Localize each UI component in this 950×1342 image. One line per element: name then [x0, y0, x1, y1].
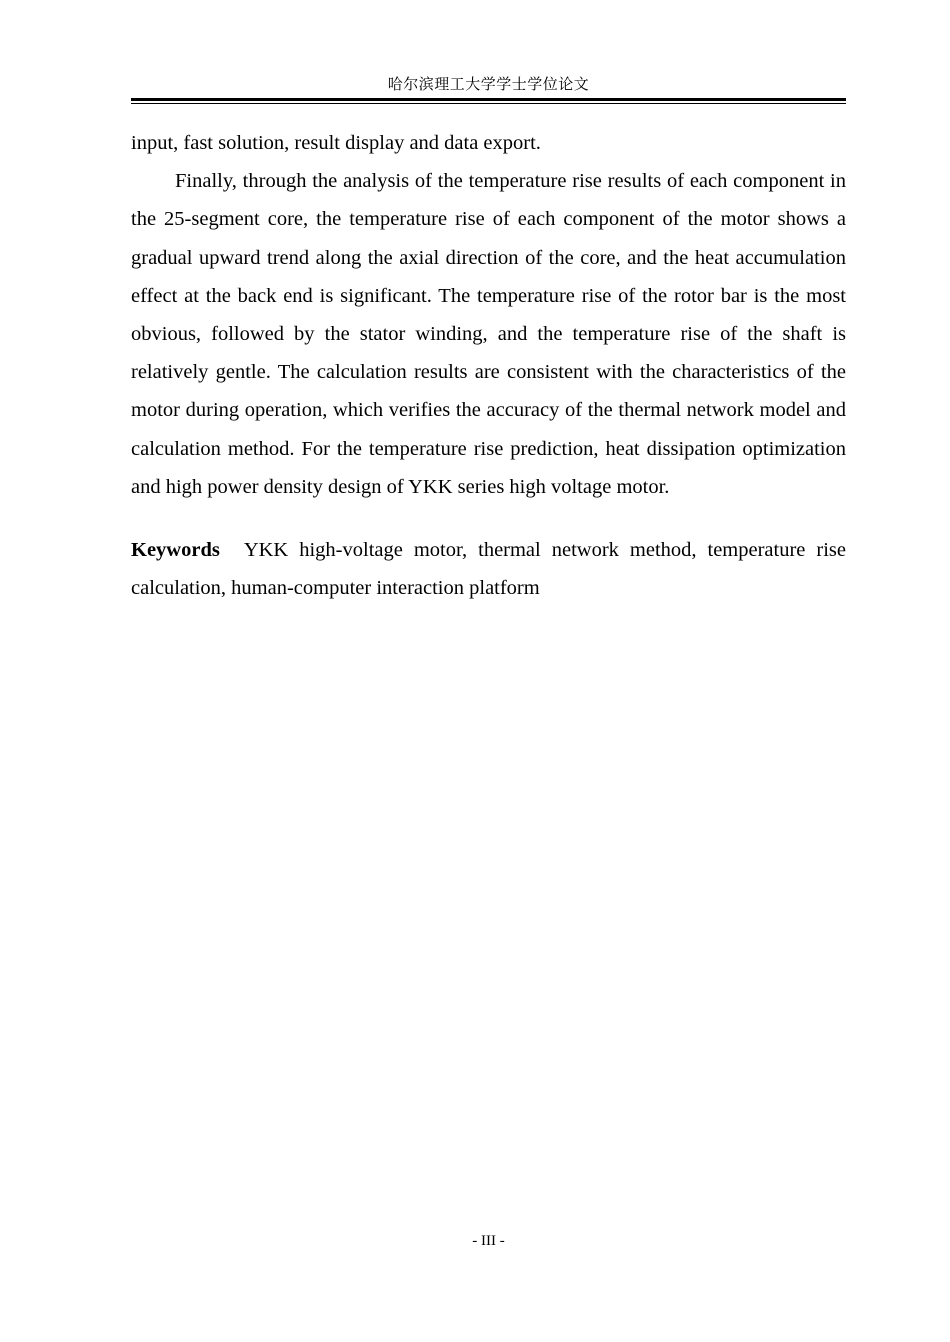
- abstract-body: [131, 124, 846, 607]
- header-rule-thin: [131, 103, 846, 104]
- paragraph-conclusion: Finally, through the analysis of the temperature rise results of each component in the 25-segment core, the temperature rise of each component of the motor shows a gradual upward trend along the axial direction of the core, and the heat accumulation effect at the back end is significant. The temperature rise of the rotor bar is the most obvious, followed by the stator winding, and the temperature rise of the shaft is relatively gentle. The calculation results are consistent with the characteristics of the motor during operation, which verifies the accuracy of the thermal network model and calculation method. For the temperature rise prediction, heat dissipation optimization and high power density design of YKK series high voltage motor.: [131, 170, 846, 498]
- keywords-text: YKK high-voltage motor, thermal network method, temperature rise calculation, human-computer interaction platform: [131, 539, 846, 600]
- page-number: - III -: [472, 1233, 505, 1249]
- keywords-label: Keywords: [131, 539, 220, 562]
- keywords-line: [131, 531, 846, 607]
- header-rule-thick: [131, 98, 846, 101]
- page-header: 哈尔滨理工大学学士学位论文: [387, 75, 590, 93]
- paragraph-continuation: input, fast solution, result display and data export.: [131, 132, 541, 154]
